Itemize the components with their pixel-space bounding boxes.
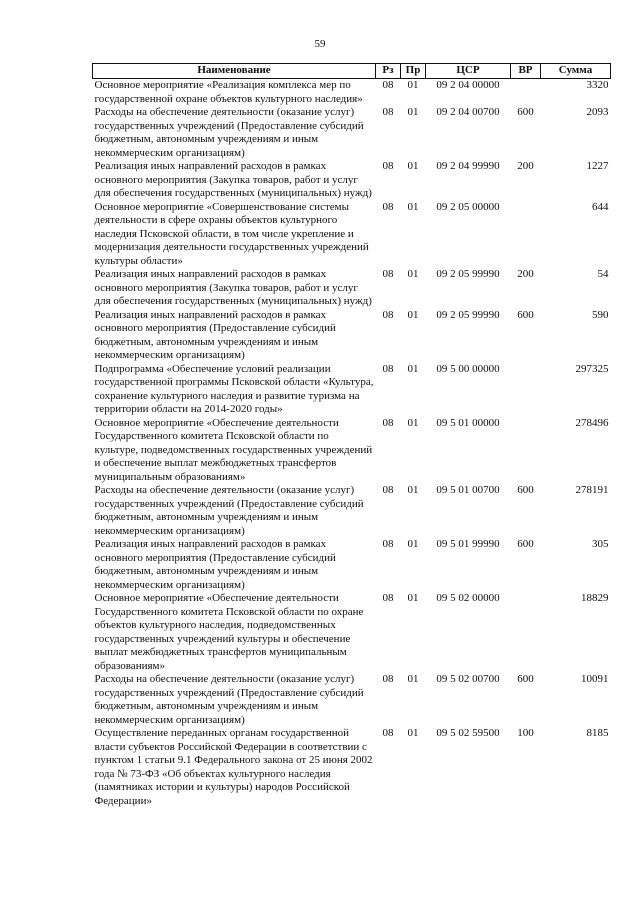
cell-pr: 01: [407, 200, 419, 213]
table-row: [93, 538, 611, 592]
cell-sum: 590: [592, 308, 609, 321]
cell-pr: 01: [407, 727, 419, 739]
table-header: [93, 64, 611, 79]
cell-pr: 01: [407, 160, 419, 172]
cell-rz: 08: [382, 268, 394, 280]
cell-csr: 09 2 05 99990: [436, 268, 500, 280]
cell-vr: 200: [517, 268, 534, 280]
cell-name: Расходы на обеспечение деятельности (оказание услуг) государственных учреждений (Предоставление субсидий бюджетным, автономным учреждениям и иным некоммерческим организациям): [94, 106, 364, 159]
cell-vr: [511, 592, 541, 673]
cell-sum: 3320: [586, 79, 609, 91]
cell-sum: 8185: [586, 727, 609, 739]
cell-csr: 09 5 02 00700: [436, 673, 500, 685]
table-row: [93, 484, 611, 538]
cell-csr: 09 5 02 59500: [436, 727, 500, 739]
cell-sum: 305: [592, 538, 609, 550]
cell-pr: 01: [407, 592, 419, 604]
cell-sum: 1227: [586, 160, 609, 172]
budget-table: [92, 63, 611, 808]
cell-name: Осуществление переданных органам государственной власти субъектов Российской Федерации в соответствии с пунктом 1 статьи 9.1 Федерального закона от 25 июня 2002 года № 73-ФЗ «Об объектах культурного наследия (памятниках истории и культуры) народов Российской Федерации»: [94, 727, 373, 807]
cell-csr: 09 2 05 00000: [436, 200, 500, 213]
cell-vr: [511, 201, 541, 269]
cell-rz: 08: [382, 416, 394, 429]
cell-csr: 09 5 01 99990: [436, 538, 500, 550]
cell-vr: [511, 79, 541, 107]
cell-pr: 01: [407, 673, 419, 685]
header-rz: Рз: [376, 64, 401, 79]
cell-vr: 200: [517, 160, 534, 172]
cell-pr: 01: [407, 106, 419, 118]
cell-rz: 08: [382, 160, 394, 172]
header-csr: ЦСР: [426, 64, 511, 79]
table-row: [93, 417, 611, 485]
cell-csr: 09 5 00 00000: [436, 362, 500, 375]
cell-name: Реализация иных направлений расходов в рамках основного мероприятия (Предоставление субсидий бюджетным, автономным учреждениям и иным некоммерческим организациям): [94, 308, 336, 361]
table-body: [93, 79, 611, 809]
header-sum: Сумма: [541, 64, 611, 79]
cell-name: Основное мероприятие «Совершенствование системы деятельности в сфере охраны объектов культурного наследия Псковской области, в том числе укрепление и модернизация деятельности государственных учреждений культуры области»: [94, 200, 369, 267]
table-row: [93, 309, 611, 363]
cell-name: Реализация иных направлений расходов в рамках основного мероприятия (Закупка товаров, работ и услуг для обеспечения государственных (муниципальных) нужд): [94, 268, 372, 307]
cell-csr: 09 5 01 00700: [436, 484, 500, 496]
cell-pr: 01: [407, 362, 419, 375]
cell-vr: 600: [517, 538, 534, 550]
cell-pr: 01: [407, 268, 419, 280]
header-row: [93, 64, 611, 79]
cell-name: Основное мероприятие «Обеспечение деятельности Государственного комитета Псковской области по охране объектов культурного наследия, подведомственных государственных учреждений культуры и обеспечение выплат межбюджетных трансфертов муниципальным образованиям»: [94, 592, 364, 672]
cell-rz: 08: [382, 200, 394, 213]
header-name: Наименование: [93, 64, 376, 79]
page-number: 59: [314, 38, 326, 50]
cell-sum: 644: [592, 200, 609, 213]
cell-vr: 600: [517, 673, 534, 685]
table-row: [93, 201, 611, 269]
cell-csr: 09 5 02 00000: [436, 592, 500, 604]
cell-name: Основное мероприятие «Реализация комплекса мер по государственной охране объектов культурного наследия»: [94, 79, 363, 105]
cell-sum: 2093: [586, 106, 609, 118]
cell-pr: 01: [407, 538, 419, 550]
cell-name: Подпрограмма «Обеспечение условий реализации государственной программы Псковской области «Культура, сохранение культурного наследия и развитие туризма на территории области на 2014-2020 годы»: [94, 362, 374, 415]
cell-rz: 08: [382, 538, 394, 550]
cell-rz: 08: [382, 727, 394, 739]
table-row: [93, 727, 611, 808]
cell-sum: 278496: [575, 416, 609, 429]
cell-pr: 01: [407, 308, 419, 321]
table-row: [93, 79, 611, 107]
cell-rz: 08: [382, 673, 394, 685]
cell-csr: 09 5 01 00000: [436, 416, 500, 429]
cell-rz: 08: [382, 308, 394, 321]
cell-rz: 08: [382, 362, 394, 375]
cell-name: Реализация иных направлений расходов в рамках основного мероприятия (Закупка товаров, работ и услуг для обеспечения государственных (муниципальных) нужд): [94, 160, 372, 199]
cell-vr: [511, 417, 541, 485]
cell-vr: 600: [517, 484, 534, 496]
cell-name: Реализация иных направлений расходов в рамках основного мероприятия (Предоставление субсидий бюджетным, автономным учреждениям и иным некоммерческим организациям): [94, 538, 336, 591]
table-row: [93, 363, 611, 417]
cell-csr: 09 2 04 00000: [436, 79, 500, 91]
table-row: [93, 592, 611, 673]
cell-pr: 01: [407, 79, 419, 91]
cell-pr: 01: [407, 416, 419, 429]
header-pr: Пр: [401, 64, 426, 79]
table-row: [93, 673, 611, 727]
cell-sum: 297325: [575, 362, 609, 375]
cell-csr: 09 2 04 00700: [436, 106, 500, 118]
cell-sum: 18829: [581, 592, 609, 604]
cell-name: Основное мероприятие «Обеспечение деятельности Государственного комитета Псковской области по культуре, подведомственных государственных учреждений и обеспечение выплат межбюджетных трансфертов муниципальным образованиям»: [94, 416, 373, 483]
cell-name: Расходы на обеспечение деятельности (оказание услуг) государственных учреждений (Предоставление субсидий бюджетным, автономным учреждениям и иным некоммерческим организациям): [94, 673, 364, 726]
table-row: [93, 268, 611, 309]
cell-vr: 600: [517, 308, 534, 321]
cell-vr: 600: [517, 106, 534, 118]
cell-rz: 08: [382, 592, 394, 604]
cell-rz: 08: [382, 106, 394, 118]
cell-csr: 09 2 05 99990: [436, 308, 500, 321]
cell-sum: 10091: [581, 673, 609, 685]
cell-vr: [511, 363, 541, 417]
cell-rz: 08: [382, 484, 394, 496]
cell-pr: 01: [407, 484, 419, 496]
cell-rz: 08: [382, 79, 394, 91]
cell-csr: 09 2 04 99990: [436, 160, 500, 172]
cell-sum: 278191: [575, 484, 609, 496]
table-row: [93, 106, 611, 160]
cell-name: Расходы на обеспечение деятельности (оказание услуг) государственных учреждений (Предоставление субсидий бюджетным, автономным учреждениям и иным некоммерческим организациям): [94, 484, 364, 537]
table-row: [93, 160, 611, 201]
header-vr: ВР: [511, 64, 541, 79]
cell-sum: 54: [597, 268, 609, 280]
cell-vr: 100: [517, 727, 534, 739]
